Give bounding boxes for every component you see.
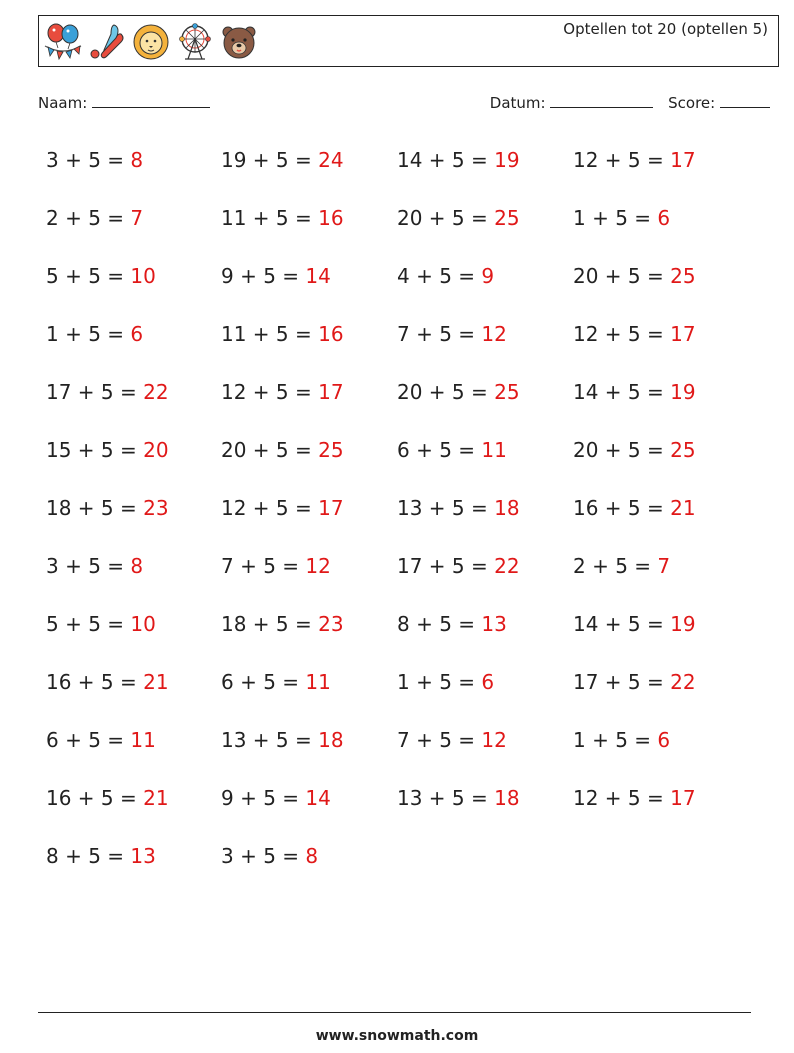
problem-item <box>397 140 520 180</box>
problem-question: 13 + 5 = <box>221 728 319 752</box>
score-blank[interactable] <box>720 93 770 108</box>
problem-question: 4 + 5 = <box>397 264 482 288</box>
problem-answer: 11 <box>305 670 331 694</box>
problem-question: 7 + 5 = <box>397 728 482 752</box>
problem-answer: 18 <box>494 496 520 520</box>
problem-item <box>221 488 344 528</box>
problem-item <box>221 720 344 760</box>
problem-item <box>573 778 696 818</box>
problem-answer: 11 <box>130 728 156 752</box>
problem-item <box>573 488 696 528</box>
problem-question: 9 + 5 = <box>221 786 306 810</box>
problem-answer: 8 <box>305 844 319 868</box>
problem-item <box>397 778 520 818</box>
problem-answer: 25 <box>494 380 520 404</box>
problem-answer: 23 <box>318 612 344 636</box>
problem-answer: 6 <box>657 728 671 752</box>
problem-item <box>397 198 520 238</box>
problem-item <box>397 662 494 702</box>
lion-icon <box>131 22 171 62</box>
problem-item <box>221 546 331 586</box>
problem-item <box>221 372 344 412</box>
footer-url: www.snowmath.com <box>315 1028 479 1044</box>
problem-answer: 17 <box>670 786 696 810</box>
problem-question: 14 + 5 = <box>573 612 671 636</box>
problem-answer: 16 <box>318 206 344 230</box>
problem-question: 20 + 5 = <box>397 206 495 230</box>
problem-item <box>221 140 344 180</box>
problem-answer: 17 <box>318 496 344 520</box>
problem-item <box>46 488 169 528</box>
problem-item <box>46 604 156 644</box>
problem-answer: 18 <box>318 728 344 752</box>
problem-answer: 7 <box>657 554 671 578</box>
problem-question: 1 + 5 = <box>573 206 658 230</box>
problem-question: 17 + 5 = <box>46 380 144 404</box>
problem-item <box>46 198 143 238</box>
problem-answer: 17 <box>670 148 696 172</box>
problem-answer: 16 <box>318 322 344 346</box>
problem-item <box>573 256 696 296</box>
problem-item <box>221 604 344 644</box>
score-label: Score: <box>668 94 716 112</box>
problem-question: 8 + 5 = <box>397 612 482 636</box>
problem-question: 20 + 5 = <box>573 438 671 462</box>
problem-answer: 21 <box>143 786 169 810</box>
problem-answer: 22 <box>143 380 169 404</box>
problem-item <box>46 720 156 760</box>
juggling-clubs-icon <box>87 22 127 62</box>
worksheet-title: Optellen tot 20 (optellen 5) <box>563 20 768 38</box>
bear-icon <box>219 22 259 62</box>
problem-answer: 13 <box>130 844 156 868</box>
problem-item <box>573 372 696 412</box>
problem-question: 18 + 5 = <box>46 496 144 520</box>
problem-item <box>221 314 344 354</box>
problem-item <box>221 836 318 876</box>
problem-question: 12 + 5 = <box>221 496 319 520</box>
date-blank[interactable] <box>550 93 653 108</box>
problem-answer: 12 <box>481 728 507 752</box>
problem-answer: 10 <box>130 612 156 636</box>
problem-question: 11 + 5 = <box>221 322 319 346</box>
problem-question: 18 + 5 = <box>221 612 319 636</box>
problem-item <box>46 314 143 354</box>
problem-item <box>397 314 507 354</box>
problem-item <box>397 256 494 296</box>
problem-item <box>221 256 331 296</box>
problem-answer: 11 <box>481 438 507 462</box>
problem-answer: 6 <box>657 206 671 230</box>
problem-question: 17 + 5 = <box>397 554 495 578</box>
problem-answer: 21 <box>143 670 169 694</box>
problem-answer: 12 <box>481 322 507 346</box>
problem-item <box>221 430 344 470</box>
problem-question: 5 + 5 = <box>46 264 131 288</box>
date-score-fields <box>490 93 770 112</box>
problem-question: 16 + 5 = <box>46 670 144 694</box>
problem-item <box>46 836 156 876</box>
problem-item <box>221 198 344 238</box>
problem-answer: 10 <box>130 264 156 288</box>
problem-question: 12 + 5 = <box>573 322 671 346</box>
problem-answer: 25 <box>318 438 344 462</box>
problem-question: 1 + 5 = <box>397 670 482 694</box>
problem-answer: 9 <box>481 264 495 288</box>
problem-question: 7 + 5 = <box>221 554 306 578</box>
problem-question: 6 + 5 = <box>46 728 131 752</box>
problem-item <box>573 604 696 644</box>
header-icons <box>43 20 259 64</box>
problem-item <box>46 662 169 702</box>
problem-answer: 13 <box>481 612 507 636</box>
problem-question: 14 + 5 = <box>573 380 671 404</box>
problem-item <box>46 140 143 180</box>
problem-answer: 25 <box>670 438 696 462</box>
problem-answer: 8 <box>130 554 144 578</box>
problem-item <box>573 720 670 760</box>
problem-item <box>397 546 520 586</box>
problem-item <box>573 140 696 180</box>
problem-question: 20 + 5 = <box>221 438 319 462</box>
problem-answer: 25 <box>670 264 696 288</box>
problem-answer: 25 <box>494 206 520 230</box>
problem-answer: 19 <box>670 612 696 636</box>
problem-question: 7 + 5 = <box>397 322 482 346</box>
problem-item <box>573 430 696 470</box>
problem-item <box>397 372 520 412</box>
problem-answer: 8 <box>130 148 144 172</box>
problem-item <box>221 662 331 702</box>
problem-question: 8 + 5 = <box>46 844 131 868</box>
problem-item <box>46 546 143 586</box>
problem-question: 6 + 5 = <box>397 438 482 462</box>
problem-question: 16 + 5 = <box>46 786 144 810</box>
problem-answer: 19 <box>494 148 520 172</box>
problem-question: 1 + 5 = <box>46 322 131 346</box>
problem-answer: 6 <box>481 670 495 694</box>
problem-item <box>573 662 696 702</box>
problem-question: 14 + 5 = <box>397 148 495 172</box>
problem-question: 12 + 5 = <box>221 380 319 404</box>
problem-question: 15 + 5 = <box>46 438 144 462</box>
problem-answer: 22 <box>494 554 520 578</box>
problem-question: 6 + 5 = <box>221 670 306 694</box>
problem-answer: 7 <box>130 206 144 230</box>
problem-item <box>573 198 670 238</box>
problem-answer: 17 <box>318 380 344 404</box>
problem-item <box>573 546 670 586</box>
problem-question: 1 + 5 = <box>573 728 658 752</box>
problem-answer: 12 <box>305 554 331 578</box>
problem-question: 3 + 5 = <box>46 148 131 172</box>
problem-answer: 24 <box>318 148 344 172</box>
ferris-wheel-icon <box>175 22 215 62</box>
problem-question: 2 + 5 = <box>573 554 658 578</box>
problem-item <box>46 778 169 818</box>
problem-answer: 20 <box>143 438 169 462</box>
problem-item <box>221 778 331 818</box>
footer-divider <box>38 1012 751 1013</box>
problem-question: 3 + 5 = <box>221 844 306 868</box>
problem-question: 2 + 5 = <box>46 206 131 230</box>
problem-answer: 23 <box>143 496 169 520</box>
worksheet-header <box>38 15 779 67</box>
problem-answer: 14 <box>305 786 331 810</box>
problem-item <box>46 256 156 296</box>
problem-answer: 14 <box>305 264 331 288</box>
problem-question: 11 + 5 = <box>221 206 319 230</box>
problem-question: 20 + 5 = <box>573 264 671 288</box>
problem-question: 16 + 5 = <box>573 496 671 520</box>
problem-question: 13 + 5 = <box>397 496 495 520</box>
problem-item <box>397 488 520 528</box>
problem-question: 5 + 5 = <box>46 612 131 636</box>
name-label: Naam: <box>38 94 88 112</box>
problem-item <box>397 604 507 644</box>
name-blank[interactable] <box>92 93 210 108</box>
problem-question: 12 + 5 = <box>573 148 671 172</box>
balloons-icon <box>43 22 83 62</box>
problem-answer: 18 <box>494 786 520 810</box>
problem-item <box>46 372 169 412</box>
problem-item <box>573 314 696 354</box>
problem-answer: 19 <box>670 380 696 404</box>
problem-question: 12 + 5 = <box>573 786 671 810</box>
date-label: Datum: <box>489 94 546 112</box>
problem-question: 9 + 5 = <box>221 264 306 288</box>
problem-question: 13 + 5 = <box>397 786 495 810</box>
problem-answer: 6 <box>130 322 144 346</box>
problem-question: 19 + 5 = <box>221 148 319 172</box>
problem-answer: 21 <box>670 496 696 520</box>
problem-question: 20 + 5 = <box>397 380 495 404</box>
problem-question: 17 + 5 = <box>573 670 671 694</box>
problem-item <box>397 720 507 760</box>
problem-item <box>46 430 169 470</box>
problem-item <box>397 430 507 470</box>
name-field <box>38 93 210 112</box>
problem-answer: 22 <box>670 670 696 694</box>
problem-answer: 17 <box>670 322 696 346</box>
problem-question: 3 + 5 = <box>46 554 131 578</box>
